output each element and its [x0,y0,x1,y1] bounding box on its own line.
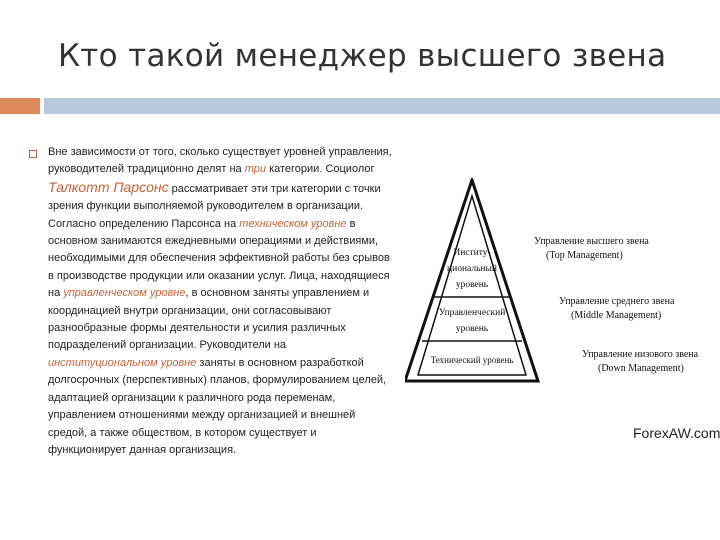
title-rule-bar [44,98,720,114]
emphasis-technical-level: техническом уровне [239,217,347,230]
bottom-level-desc-1: Управление низового звена [582,349,699,360]
top-level-label-2: циональный [447,264,497,274]
top-level-label-3: уровень [455,280,489,290]
emphasis-institutional-level: институциональном уровне [48,356,197,369]
paragraph-text-3: рассматривает эти три категории с точки зрения функции выполняемой руководителем в организации. Согласно определению Парсонса на [48,182,381,230]
paragraph-text-5: , в основном заняты управлением и координацией внутри организации, они согласовывают разнообразные формы деятельности и усилия различных подразделений организации. Руководители на [48,287,370,352]
middle-level-desc-1: Управление среднего звена [559,296,675,307]
middle-level-label-1: Управленческий [438,308,506,318]
paragraph-text-4: в основном занимаются ежедневными операциями и действиями, необходимыми для обеспечения эффективной работы без срывов в производстве продукции или оказании услуг. Лица, находящиеся на [48,217,390,300]
middle-level-desc-2: (Middle Management) [571,310,662,321]
top-level-desc-2: (Top Management) [546,250,623,261]
sociologist-name: Талкотт Парсонс [48,178,169,195]
top-level-desc-1: Управление высшего звена [534,236,649,247]
title-rule-accent [0,98,40,114]
middle-level-label-2: уровень [455,324,489,334]
management-pyramid [405,178,720,438]
emphasis-managerial-level: управленческом уровне [63,287,186,300]
bottom-level-desc-2: (Down Management) [598,363,684,374]
paragraph-text-6: заняты в основном разработкой долгосрочных (перспективных) планов, формулированием целей, адаптацией организации к различного рода переменам, управлением отношениями между организацией и внешней средой, а также обществом, в котором существует и функционирует данная организация. [48,356,387,456]
source-watermark: ForexAW.com [633,425,720,441]
emphasis-three: три [244,163,267,176]
top-level-label-1: Институ- [453,248,491,258]
paragraph-text-2: категории. Социолог [266,163,375,176]
body-paragraph [48,144,393,459]
page-title: Кто такой менеджер высшего звена [58,38,667,74]
bottom-level-label: Технический уровень [430,355,514,365]
bullet-icon [29,150,37,158]
paragraph-text-1: Вне зависимости от того, сколько существует уровней управления, руководителей традиционно делят на [48,146,392,176]
